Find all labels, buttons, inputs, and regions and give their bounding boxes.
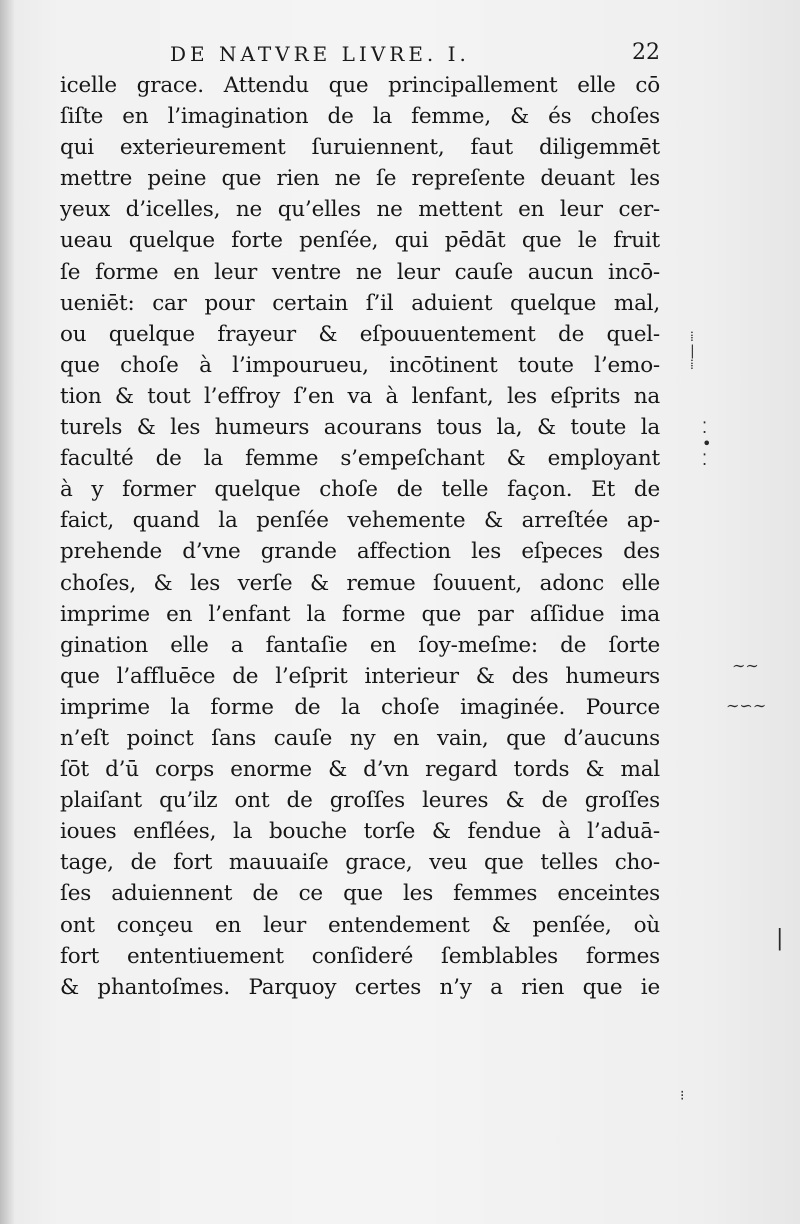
margin-ink-mark: ⁝ [680,1088,685,1104]
margin-ink-mark: | [776,926,784,951]
text-line: faculté de la femme s’empeſchant & employant [60,446,660,472]
page-number: 22 [632,40,660,65]
text-line: tion & tout l’effroy ſ’en va à lenfant, les eſprits na [60,383,660,409]
text-line: ſiſte en l’imagination de la femme, & és choſes [60,104,660,130]
text-line: gination elle a fantaſie en ſoy-meſme: de ſorte [60,632,660,658]
gutter-shadow [0,0,14,1224]
text-line: & phantoſmes. Parquoy certes n’y a rien que ie [60,974,660,1000]
text-line: fort ententiuement conſideré ſemblables formes [60,943,660,969]
text-line: yeux d’icelles, ne qu’elles ne mettent en leur cer- [60,197,660,223]
text-line: ſōt d’ū corps enorme & d’vn regard tords & mal [60,757,660,783]
text-line: ſes aduiennent de ce que les femmes enceintes [60,881,660,907]
text-line: ioues enflées, la bouche torſe & fendue à l’aduā- [60,819,660,845]
text-line: turels & les humeurs acourans tous la, & toute la [60,415,660,441]
text-line: imprime la forme de la choſe imaginée. Pource [60,694,660,720]
text-line: ueau quelque forte penſée, qui pēdāt que le fruit [60,228,660,254]
margin-ink-mark: ⁞ | ⁞ [690,329,695,373]
text-line: à y former quelque choſe de telle façon. Et de [60,477,660,503]
text-line: imprime en l’enfant la forme que par aſſidue ima [60,601,660,627]
body-text [60,70,660,1003]
text-line: choſes, & les verſe & remue ſouuent, adonc elle [60,570,660,596]
text-line: que l’affluēce de l’eſprit interieur & des humeurs [60,663,660,689]
text-line: mettre peine que rien ne ſe repreſente deuant les [60,166,660,192]
text-line: plaiſant qu’ilz ont de groſſes leures & de groſſes [60,788,660,814]
text-line: icelle grace. Attendu que principallement elle cō [60,73,660,98]
running-title: DE NATVRE LIVRE. I. [170,42,470,66]
margin-ink-mark: ∼∽∼ [726,696,767,715]
text-line: ſe forme en leur ventre ne leur cauſe aucun incō- [60,259,660,285]
margin-ink-mark: ⁚ • ⁚ [702,418,712,469]
text-line: n’eſt poinct ſans cauſe ny en vain, que d’aucuns [60,725,660,751]
margin-ink-mark: ∼∼ [732,656,759,675]
text-line: ont conçeu en leur entendement & penſée, où [60,912,660,938]
text-line: ou quelque frayeur & eſpouuentement de quel- [60,321,660,347]
text-line: que choſe à l’impourueu, incōtinent toute l’emo- [60,352,660,378]
running-head [60,38,660,68]
text-line: tage, de fort mauuaiſe grace, veu que telles cho- [60,850,660,876]
text-line: ueniēt: car pour certain ſ’il aduient quelque mal, [60,290,660,316]
text-line: qui exterieurement ſuruiennent, faut diligemmēt [60,135,660,161]
text-line: prehende d’vne grande affection les eſpeces des [60,539,660,565]
text-line: faict, quand la penſée vehemente & arreſtée ap- [60,508,660,534]
